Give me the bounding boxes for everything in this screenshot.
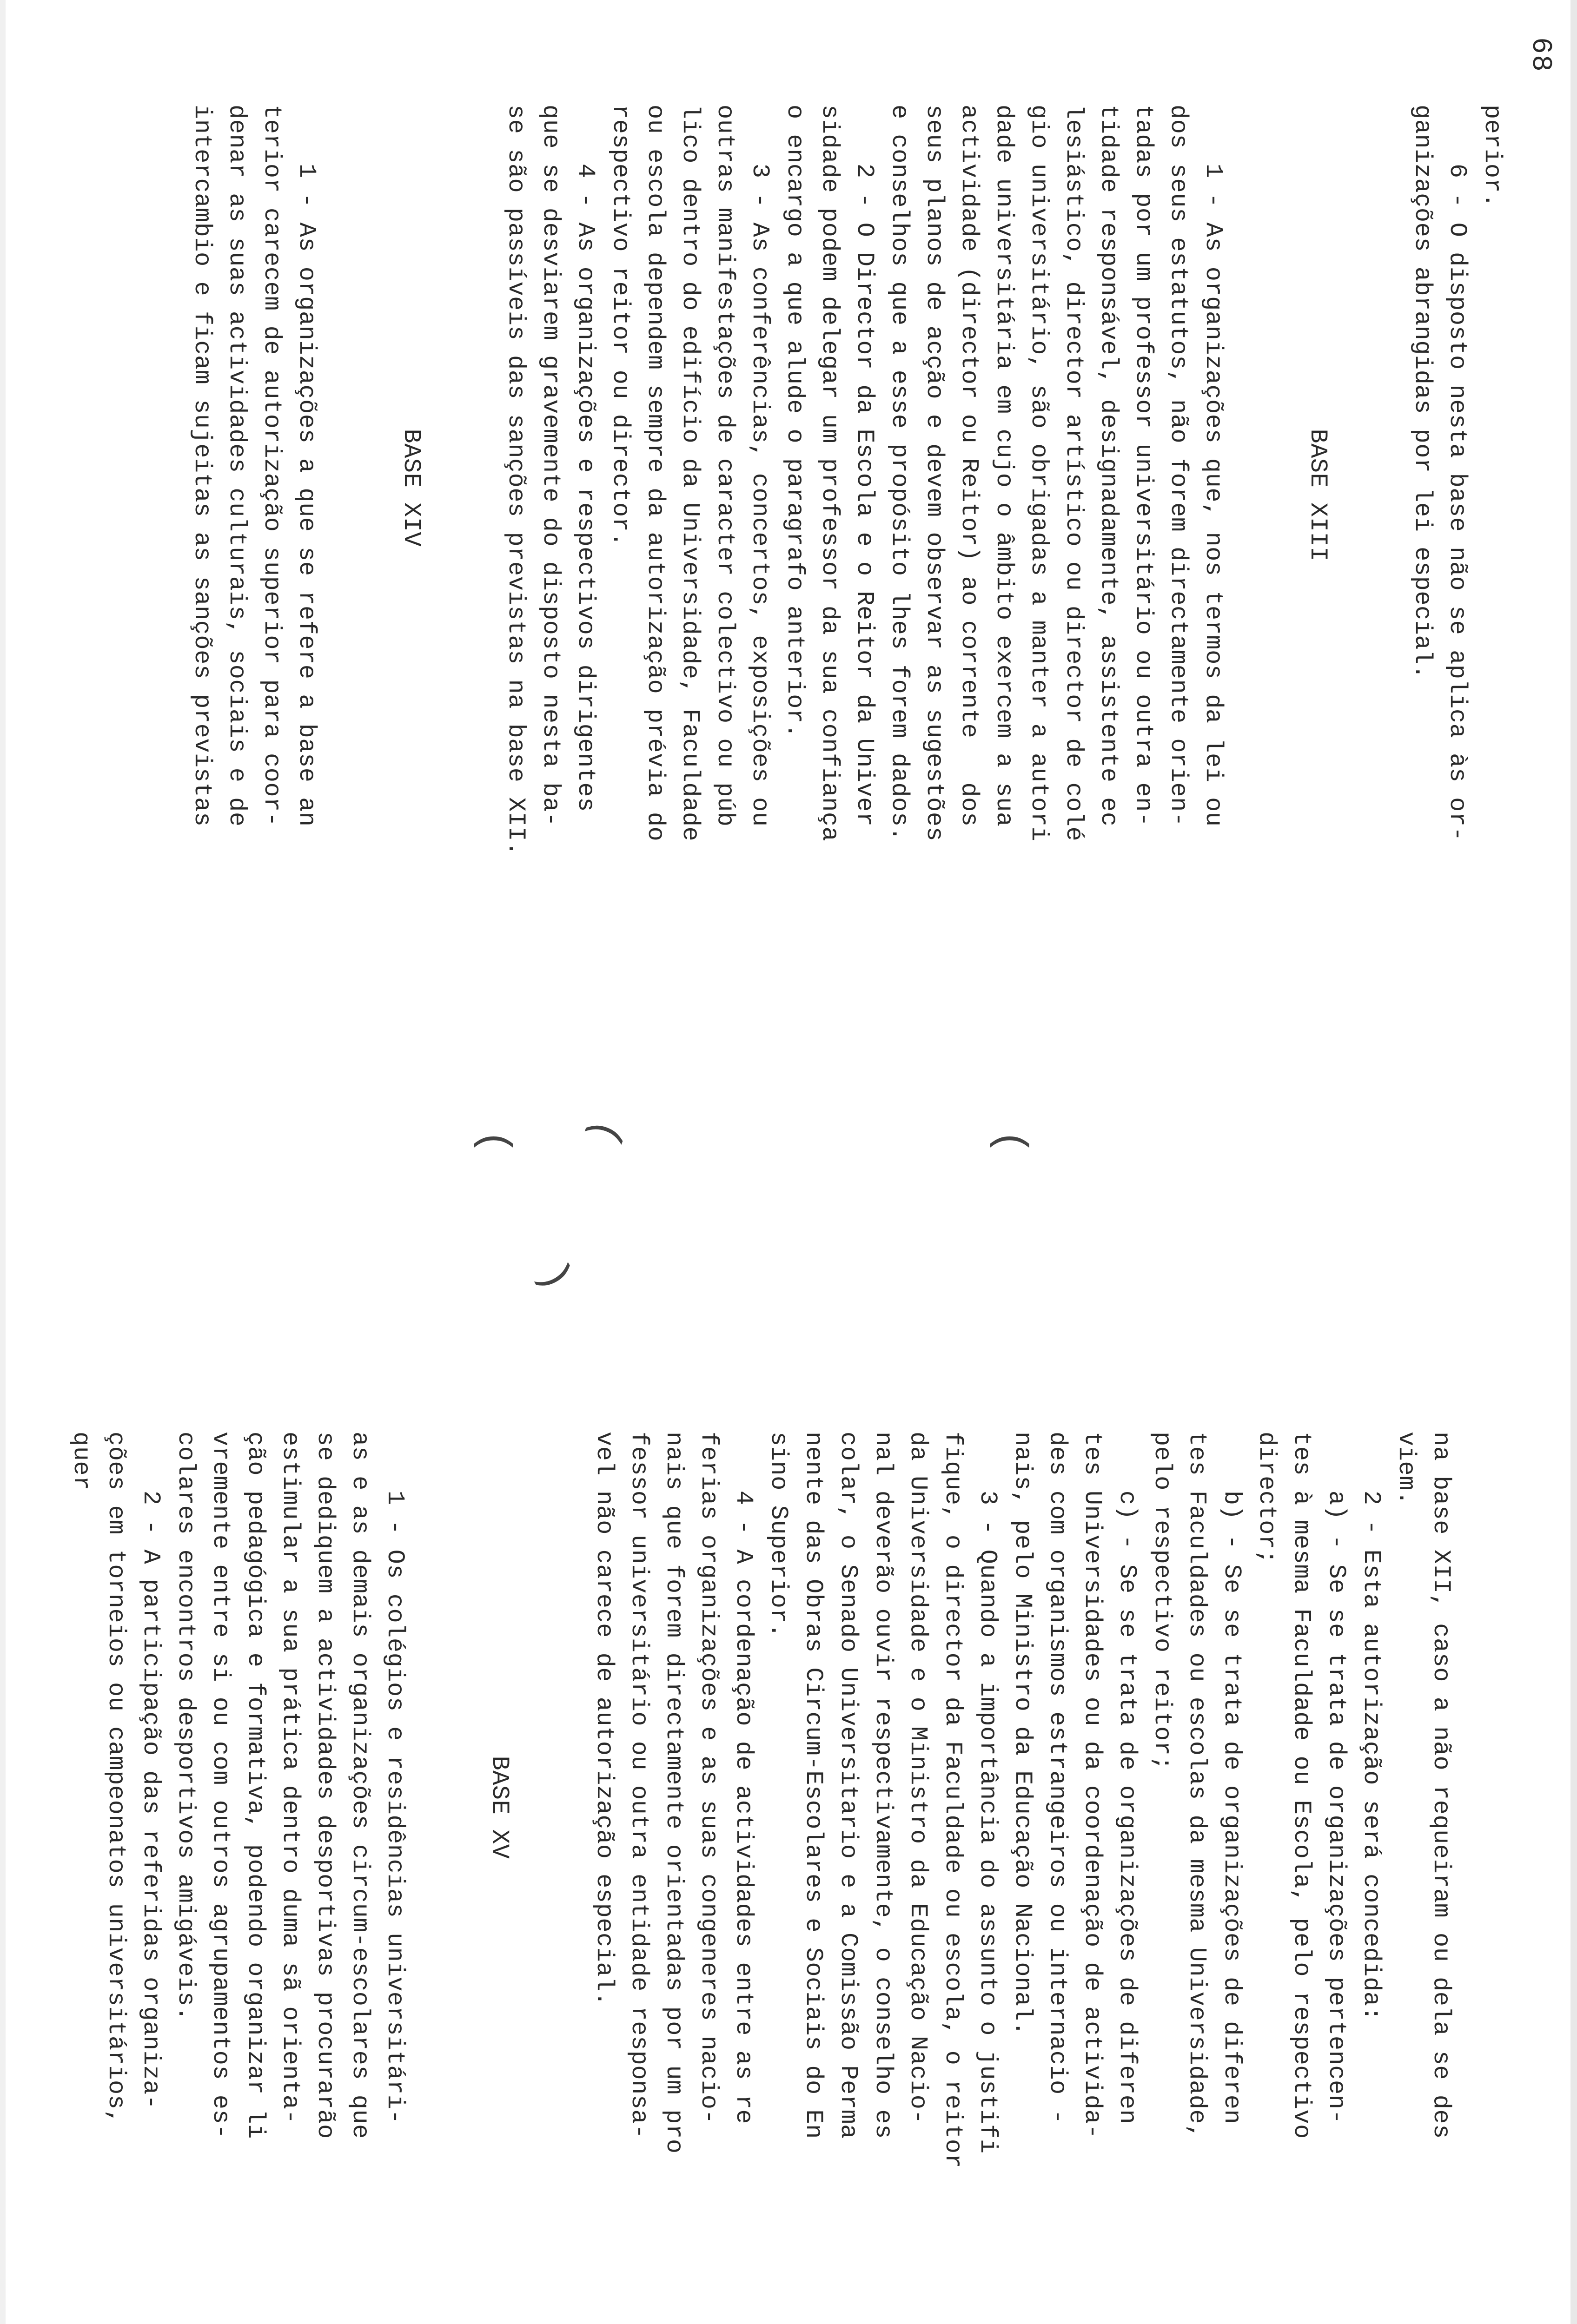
text-line: lesiástico, director artístico ou director de colé	[1060, 105, 1087, 842]
blank-line	[324, 105, 359, 856]
text-line: tes Faculdades ou escolas da mesma Universidade,	[1183, 1432, 1211, 2139]
blank-line	[1335, 105, 1370, 856]
bottom-edge-shadow	[0, 0, 6, 2324]
text-line: na base XII, caso a não requeiram ou dela se des	[1427, 1432, 1455, 2139]
text-line: 1 - Os colégios e residências universitári-	[381, 1432, 409, 2125]
text-line: colar, o Senado Universitario e a Comissão Perma	[835, 1432, 862, 2139]
text-line: 4 - As organizações e respectivos dirigentes	[572, 105, 599, 812]
text-line: a) - Se se trata de organizações pertencen-	[1323, 1432, 1350, 2125]
text-line: dade universitária em cujo o âmbito exercem a sua	[990, 105, 1018, 827]
text-line: nente das Obras Circum-Escolares e Sociais do En	[800, 1432, 827, 2139]
page-number-left: 68	[1524, 37, 1556, 73]
text-line: dos seus estatutos, não forem directamente orien-	[1165, 105, 1192, 827]
section-heading: BASE XV	[486, 1432, 513, 1859]
blank-line	[429, 105, 464, 856]
text-line: fique, o director da Faculdade ou escola, o reitor	[939, 1432, 967, 2169]
text-line: o encargo a que alude o paragrafo anterior.	[781, 105, 808, 739]
blank-line	[1370, 105, 1405, 856]
text-line: perior.	[1478, 105, 1506, 208]
blank-line	[1231, 105, 1266, 856]
text-line: 3 - Quando a importância do assunto o justifi	[974, 1432, 1001, 2154]
margin-mark: (	[986, 1129, 1033, 1155]
text-line: se são passíveis das sanções previstas na base XII.	[502, 105, 530, 856]
text-line: des com organismos estrangeiros ou internacio -	[1044, 1432, 1071, 2125]
blank-line	[447, 1432, 482, 2168]
blank-line	[412, 1432, 447, 2168]
text-line: sino Superior.	[765, 1432, 792, 1638]
text-line: tes à mesma Faculdade ou Escola, pelo respectivo	[1288, 1432, 1315, 2139]
blank-line	[552, 1432, 587, 2168]
text-line: pelo respectivo reitor;	[1148, 1432, 1176, 1771]
text-line: quer	[67, 1432, 95, 1491]
text-line: ou escola dependem sempre da autorização prévia do	[642, 105, 669, 842]
text-line: respectivo reitor ou director.	[607, 105, 634, 547]
margin-mark: (	[578, 1113, 632, 1153]
text-line: 2 - Esta autorização será concedida:	[1358, 1432, 1385, 2021]
text-line: nal deverão ouvir respectivamente, o conselho es	[869, 1432, 897, 2139]
text-line: sidade podem delegar um professor da sua confiança	[816, 105, 843, 842]
text-line: da Universidade e o Ministro da Educação Nacio-	[904, 1432, 932, 2125]
text-line: estimular a sua prática dentro duma sã orienta-	[277, 1432, 304, 2125]
text-line: fessor universitário ou outra entidade responsa-	[625, 1432, 653, 2139]
text-line: tadas por um professor universitário ou outra en-	[1130, 105, 1157, 827]
text-line: nais, pelo Ministro da Educação Nacional.	[1009, 1432, 1036, 2036]
text-line: b) - Se se trata de organizações de diferen	[1218, 1432, 1246, 2125]
blank-line	[464, 105, 498, 856]
text-line: vel não carece de autorização especial.	[590, 1432, 618, 2007]
text-line: e conselhos que a esse propósito lhes forem dados.	[886, 105, 913, 842]
margin-mark: )	[527, 1254, 581, 1300]
text-line: colares encontros desportivos amigáveis.	[172, 1432, 199, 2021]
text-line: actividade (director ou Reitor) ao corrente dos	[955, 105, 983, 827]
text-line: que se desviarem gravemente do disposto nesta ba-	[537, 105, 564, 827]
text-line: 6 - O disposto nesta base não se aplica às or-	[1444, 105, 1471, 842]
text-line: tidade responsável, designadamente, assistente ec	[1095, 105, 1122, 827]
text-line: ganizações abrangidas por lei especial.	[1409, 105, 1436, 680]
text-line: lico dentro do edifício da Universidade, Faculdade	[676, 105, 704, 842]
section-heading: BASE XIII	[1304, 105, 1332, 561]
blank-line	[517, 1432, 552, 2168]
text-line: nais que forem directamente orientadas por um pro	[660, 1432, 688, 2154]
text-line: 1 - As organizações a que se refere a base an	[293, 105, 320, 827]
text-line: 3 - As conferências, concertos, exposições ou	[746, 105, 774, 827]
top-edge-shadow	[1570, 0, 1577, 2324]
text-line: 1 - As organizações que, nos termos da lei ou	[1199, 105, 1227, 827]
text-line: ferias organizações e as suas congeneres nacio-	[695, 1432, 722, 2125]
section-heading: BASE XIV	[398, 105, 425, 547]
text-line: c) - Se se trata de organizações de diferen	[1113, 1432, 1141, 2125]
text-line: outras manifestações de caracter colectivo ou púb	[711, 105, 739, 827]
blank-line	[1266, 105, 1300, 856]
text-line: denar as suas actividades culturais, sociais e de	[223, 105, 251, 827]
text-line: director;	[1253, 1432, 1280, 1565]
text-line: 2 - A participação das referidas organiza-	[137, 1432, 165, 2110]
text-line: gio universitário, são obrigadas a manter a autori	[1025, 105, 1053, 842]
text-line: 4 - A cordenação de actividades entre as re	[730, 1432, 757, 2125]
right-text-column	[64, 1432, 1458, 2168]
text-line: vremente entre si ou com outros agrupamentos es-	[207, 1432, 234, 2139]
text-line: viem.	[1392, 1432, 1420, 1505]
text-line: ção pedagógica e formativa, podendo organizar li	[242, 1432, 269, 2139]
blank-line	[359, 105, 394, 856]
margin-mark: (	[470, 1129, 517, 1155]
text-line: 2 - O Director da Escola e o Reitor da Univer	[851, 105, 878, 827]
text-line: as e as demais organizações circum-escolares que	[346, 1432, 374, 2139]
left-text-column	[185, 105, 1510, 856]
text-line: ções em torneios ou campeonatos universitários,	[102, 1432, 130, 2125]
text-line: se dediquem a actividades desportivas procurarão	[311, 1432, 339, 2139]
text-line: seus planos de acção e devem observar as sugestões	[921, 105, 948, 842]
text-line: terior carecem de autorização superior para coor-	[258, 105, 285, 827]
text-line: tes Universidades ou da coordenação de activida-	[1079, 1432, 1106, 2139]
text-line: intercambio e ficam sujeitas as sanções previstas	[188, 105, 216, 827]
